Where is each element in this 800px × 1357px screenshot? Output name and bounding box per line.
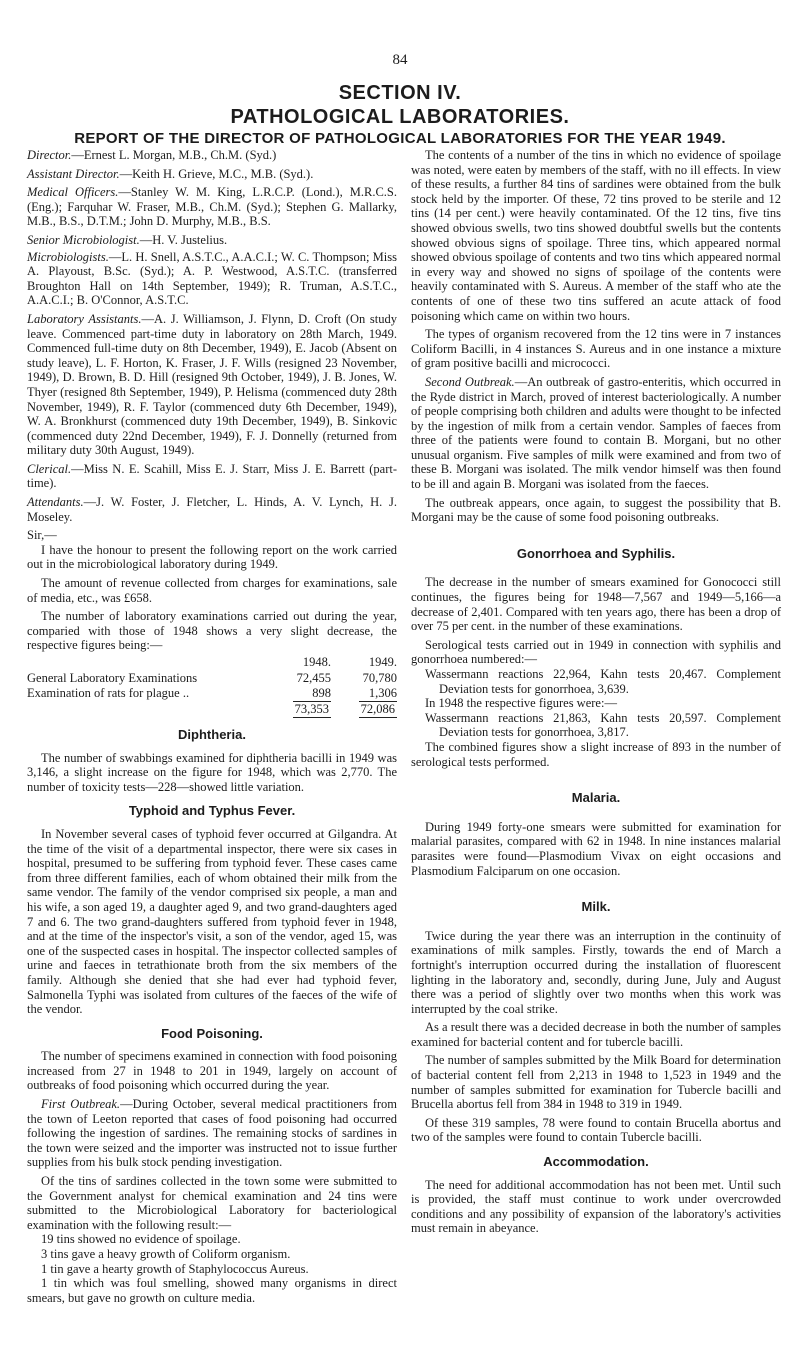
- intro-p3: The number of laboratory examinations carried out during the year, comparied with those of 1948 shows a very slight decrease, the respective figures being:—: [27, 609, 397, 653]
- page-number: 84: [392, 52, 408, 68]
- gonorrhoea-p2: Serological tests carried out in 1949 in connection with syphilis and gonorrhoea numbered:—: [411, 637, 781, 667]
- section-title: SECTION IV.: [338, 82, 462, 104]
- diphtheria-p1: The number of swabbings examined for diphtheria bacilli in 1949 was 3,146, a slight increase on the figure for 1948, which was 2,770. The number of toxicity tests—228—showed little variation.: [27, 750, 397, 794]
- food-result-3: 1 tin gave a hearty growth of Staphylococcus Aureus.: [41, 1261, 309, 1276]
- milk-p3: The number of samples submitted by the Milk Board for determination of bacterial content fell from 2,213 in 1948 to 1,523 in 1949 and the number of samples submitted for examination for Tubercle bacilli and Brucella abortus fell from 384 in 1948 to 319 in 1949.: [411, 1053, 781, 1112]
- staff-micro: Microbiologists.—L. H. Snell, A.S.T.C., A.A.C.I.; W. C. Thompson; Miss A. Playoust, B.Sc. (Syd.); A. P. Westwood, A.S.T.C. (transferred Broughton Hall on 14th September, 1949); R. Truman, A.S.T.C., A.A.C.I.; B. O'Connor, A.S.T.C.: [27, 249, 397, 308]
- milk-p1: Twice during the year there was an interruption in the continuity of examinations of milk samples. Firstly, towards the end of March a fortnight's interruption occurred during the installation of fluorescent lighting in the laboratory and, secondly, during June, July and August there was a period of slightly over two months when this work was interrupted by the coal strike.: [411, 928, 781, 1016]
- staff-attendants: Attendants.—J. W. Foster, J. Fletcher, L. Hinds, A. V. Lynch, H. J. Moseley.: [27, 495, 397, 524]
- heading-milk: Milk.: [581, 899, 611, 915]
- heading-typhoid: Typhoid and Typhus Fever.: [128, 803, 296, 819]
- heading-diphtheria: Diphtheria.: [178, 727, 246, 742]
- food-result-1: 19 tins showed no evidence of spoilage.: [41, 1232, 241, 1247]
- salutation: Sir,—: [27, 528, 57, 543]
- table-row: General Laboratory Examinations 72,455 70,780: [27, 671, 397, 685]
- staff-lab: Laboratory Assistants.—A. J. Williamson, J. Flynn, D. Croft (On study leave. Commenced part-time duty in laboratory on 28th March, 1949. Commenced full-time duty on 8th December, 1949), E. Jacob (Absent on study leave), L. F. Horton, K. Fraser, J. F. Wills (resigned 23 November, 1949), D. Brown, B. D. Hill (resigned 9th October, 1949), J. B. Jones, W. Thyer (resigned 8th September, 1949), P. Helisma (commenced duty 28th November, 1949), R. F. Taylor (commenced duty 6th December, 1949), W. A. Bronkhurst (commenced duty 19th December, 1949), B. Sinkovic (commenced duty 22nd December, 1949), F. J. Donnelly (returned from military duty 30th August, 1949).: [27, 311, 397, 458]
- intro-p2: The amount of revenue collected from charges for examinations, sale of media, etc., was £658.: [27, 576, 397, 605]
- col-1949: 1949.: [368, 655, 397, 669]
- right-column: [411, 148, 781, 1240]
- food-p1: The number of specimens examined in connection with food poisoning increased from 27 in 1948 to 201 in 1949, largely on account of outbreaks of food poisoning which occurred during the year.: [27, 1049, 397, 1093]
- gonorrhoea-p3: Wassermann reactions 22,964, Kahn tests 20,467. Complement Deviation tests for gonorrhoea, 3,639.: [425, 667, 781, 696]
- food-p5: The types of organism recovered from the 12 tins were in 7 instances Coliform Bacilli, in 4 instances S. Aureus and in one instance a mixture of gram positive bacilli and micrococci.: [411, 327, 781, 371]
- food-result-2: 3 tins gave a heavy growth of Coliform organism.: [41, 1247, 291, 1261]
- left-column: [27, 148, 397, 1309]
- food-p4: The contents of a number of the tins in which no evidence of spoilage was noted, were eaten by members of the staff, with no ill effects. In view of these results, a further 84 tins of sardines were obtained from the bulk stock held by the importer. Of these, 72 tins proved to be sterile and 12 tins (14 per cent.) were heavily contaminated. Of the 12 tins, five tins showed obvious swells, two tins showed doubtful swells but the contents showed obvious signs of spoilage. Three tins, which appeared normal showed obvious spoilage of contents and two tins which appeared normal in every way and showed no signs of spoilage of the contents were heavily contaminated with S. Aureus. A member of the staff who ate the contents of one of these two tins suffered an acute attack of food poisoning which came on within two hours.: [411, 148, 781, 323]
- exam-table: [27, 655, 397, 718]
- typhoid-p1: In November several cases of typhoid fever occurred at Gilgandra. At the time of the visit of a departmental inspector, there were six cases in hospital, presumed to be suffering from typhoid fever. These cases came from three different families, each of whom obtained their milk from the same vendor. The family of the vendor comprised six people, a man and his wife, a son aged 19, a daughter aged 9, and two grand-daughters aged 7 and 6. The two grand-daughters suffered from typhoid fever in 1948, and at the time of the inspector's visit, a son of the vendor, aged 15, was one of the suspected cases in hospital. The inspector collected samples of urine and faeces in tetrathionate broth from the six members of the family. Although she denied that she had ever had typhoid fever, Salmonella Typhi was isolated from cultures of the faeces of the wife of the vendor.: [27, 826, 397, 1017]
- staff-senior: Senior Microbiologist.—H. V. Justelius.: [27, 232, 228, 247]
- gonorrhoea-p5: Wassermann reactions 21,863, Kahn tests 20,597. Complement Deviation tests for gonorrhoea, 3,817.: [425, 710, 781, 740]
- milk-p2: As a result there was a decided decrease in both the number of samples examined for bacterial content and for tubercle bacilli.: [411, 1020, 781, 1049]
- heading-gonorrhoea: Gonorrhoea and Syphilis.: [516, 545, 676, 561]
- gonorrhoea-p1: The decrease in the number of smears examined for Gonococci still continues, the figures being for 1948—7,567 and 1949—5,166—a decrease of 2,401. Compared with ten years ago, there has been a drop of over 75 per cent. in the number of these examinations.: [411, 575, 781, 634]
- heading-food-poisoning: Food Poisoning.: [161, 1025, 263, 1041]
- total-1948: 73,353: [294, 702, 329, 716]
- accommodation-p1: The need for additional accommodation has not been met. Until such is provided, the staff must continue to work under overcrowded conditions and any possibility of expansion of the laboratory's activities must remain in abeyance.: [411, 1177, 781, 1236]
- table-total-row: [27, 701, 397, 718]
- food-p3: Of the tins of sardines collected in the town some were submitted to the Government analyst for chemical examination and 24 tins were submitted to the Microbiological Laboratory for bacteriological examination with the following result:—: [27, 1174, 397, 1232]
- food-result-4: 1 tin which was foul smelling, showed many organisms in direct smears, but gave no growth on culture media.: [27, 1276, 397, 1305]
- report-title: REPORT OF THE DIRECTOR OF PATHOLOGICAL LABORATORIES FOR THE YEAR 1949.: [74, 130, 726, 147]
- gonorrhoea-p4: In 1948 the respective figures were:—: [425, 696, 617, 711]
- total-1949: 72,086: [360, 702, 395, 716]
- staff-medical: Medical Officers.—Stanley W. M. King, L.R.C.P. (Lond.), M.R.C.S. (Eng.); Farquhar W. Fraser, M.B., Ch.M. (Syd.); Stephen G. Mallarky, M.B., B.S., D.T.M.; John D. Murphy, M.B., B.S.: [27, 185, 397, 229]
- exam-table-header: [27, 655, 397, 671]
- heading-accommodation: Accommodation.: [543, 1154, 649, 1170]
- table-row: Examination of rats for plague .. 898 1,306: [27, 686, 397, 700]
- col-1948: 1948.: [302, 655, 331, 669]
- staff-clerical: Clerical.—Miss N. E. Scahill, Miss E. J. Starr, Miss J. E. Barrett (part-time).: [27, 461, 397, 491]
- milk-p4: Of these 319 samples, 78 were found to contain Brucella abortus and two of the samples were found to contain Tubercle bacilli.: [411, 1115, 781, 1145]
- staff-director: Director.—Ernest L. Morgan, M.B., Ch.M. (Syd.): [27, 148, 277, 162]
- heading-malaria: Malaria.: [571, 790, 621, 806]
- food-p7: The outbreak appears, once again, to suggest the possibility that B. Morgani may be the cause of some food poisoning outbreaks.: [411, 495, 781, 525]
- gonorrhoea-p6: The combined figures show a slight increase of 893 in the number of serological tests performed.: [411, 739, 781, 769]
- food-p2: First Outbreak.—During October, several medical practitioners from the town of Leeton reported that cases of food poisoning had occurred following the ingestion of sardines. The remaining stocks of sardines in the town were seized and the importer was instructed not to issue further supplies from his bulk stock pending investigation.: [27, 1097, 397, 1170]
- malaria-p1: During 1949 forty-one smears were submitted for examination for malarial parasites, compared with 62 in 1948. In nine instances malarial parasites were found—Plasmodium Vivax on eight occasions and Plasmodium Falciparum on one occasion.: [411, 819, 781, 878]
- staff-assistant: Assistant Director.—Keith H. Grieve, M.C., M.B. (Syd.).: [27, 166, 314, 181]
- food-p6: Second Outbreak.—An outbreak of gastro-enteritis, which occurred in the Ryde district in March, proved of interest bacteriologically. A number of people comprising both children and adults were thought to be infected by the ingestion of milk from a certain vendor. Samples of faeces from three of the patients were found to contain B. Morgani, but no other unusual organism. Five samples of milk were examined and from two of these B. Morgani was isolated. The milk vendor himself was then found to be ill and again B. Morgani was isolated from the faeces.: [411, 374, 781, 492]
- section-subtitle: PATHOLOGICAL LABORATORIES.: [230, 106, 570, 128]
- intro-p1: I have the honour to present the following report on the work carried out in the microbiological laboratory during 1949.: [27, 542, 397, 572]
